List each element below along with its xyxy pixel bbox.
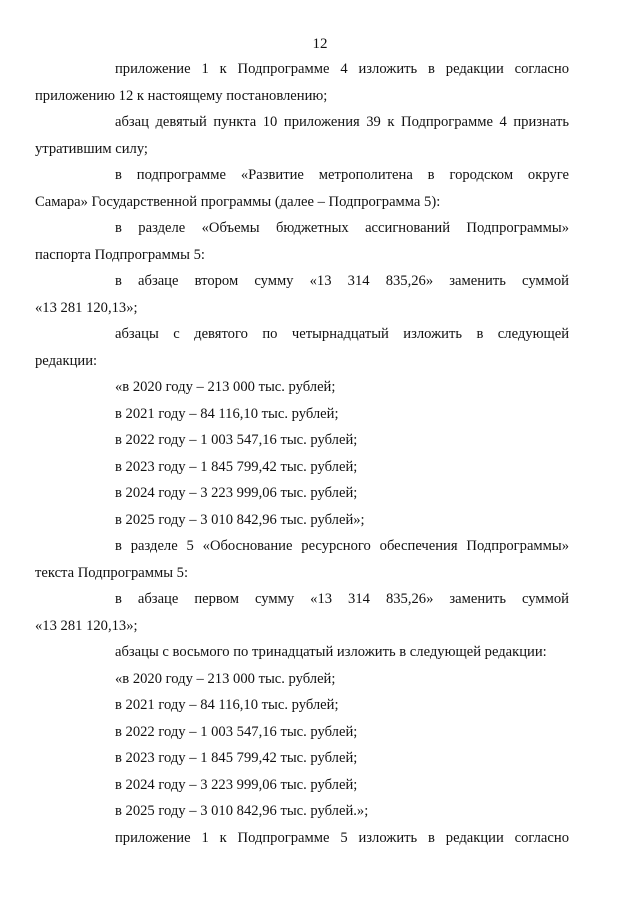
paragraph-line: в абзаце первом сумму «13 314 835,26» заменить суммой <box>115 591 569 607</box>
paragraph <box>75 374 569 401</box>
paragraph <box>75 719 569 746</box>
paragraph-line: в подпрограмме «Развитие метрополитена в городском округе <box>115 167 569 183</box>
paragraph-line: в разделе 5 «Обоснование ресурсного обеспечения Подпрограммы» <box>115 538 569 554</box>
paragraph-line: абзацы с восьмого по тринадцатый изложить в следующей редакции: <box>115 644 547 660</box>
paragraph <box>35 109 569 162</box>
paragraph <box>35 533 569 586</box>
paragraph <box>75 825 569 852</box>
paragraph-line: «13 281 120,13»; <box>35 617 138 634</box>
paragraph-line: приложению 12 к настоящему постановлению; <box>35 87 328 104</box>
paragraph-line: приложение 1 к Подпрограмме 4 изложить в редакции согласно <box>115 61 569 77</box>
paragraph-line: в 2021 году – 84 116,10 тыс. рублей; <box>115 697 339 713</box>
paragraph-line: абзац девятый пункта 10 приложения 39 к Подпрограмме 4 признать <box>115 114 569 130</box>
paragraph-line: в 2023 году – 1 845 799,42 тыс. рублей; <box>115 458 358 475</box>
paragraph-line: приложение 1 к Подпрограмме 5 изложить в редакции согласно <box>115 829 569 846</box>
page-number: 12 <box>312 36 328 52</box>
paragraph-line: в 2025 году – 3 010 842,96 тыс. рублей»; <box>115 511 365 528</box>
paragraph-line: в 2021 году – 84 116,10 тыс. рублей; <box>115 405 339 422</box>
paragraph-line: редакции: <box>35 352 98 369</box>
paragraph-line: абзацы с девятого по четырнадцатый изложить в следующей <box>115 326 569 342</box>
paragraph <box>75 639 569 666</box>
paragraph-line: «в 2020 году – 213 000 тыс. рублей; <box>115 379 336 395</box>
paragraph <box>35 162 569 215</box>
paragraph <box>75 480 569 507</box>
paragraph-line: в абзаце втором сумму «13 314 835,26» заменить суммой <box>115 273 569 289</box>
paragraph <box>35 321 569 374</box>
paragraph <box>75 507 569 534</box>
paragraph <box>35 586 569 639</box>
paragraph-line: Самара» Государственной программы (далее – Подпрограмма 5): <box>35 193 441 210</box>
paragraph-line: в 2023 году – 1 845 799,42 тыс. рублей; <box>115 750 358 766</box>
paragraph-line: в 2022 году – 1 003 547,16 тыс. рублей; <box>115 723 358 740</box>
paragraph-line: в 2022 году – 1 003 547,16 тыс. рублей; <box>115 432 358 448</box>
paragraph <box>75 427 569 454</box>
paragraph-line: утратившим силу; <box>35 140 148 157</box>
paragraph-line: «в 2020 году – 213 000 тыс. рублей; <box>115 670 336 687</box>
paragraph <box>75 666 569 693</box>
paragraph-line: в 2024 году – 3 223 999,06 тыс. рублей; <box>115 776 358 793</box>
paragraph-line: паспорта Подпрограммы 5: <box>35 246 205 263</box>
paragraph-line: текста Подпрограммы 5: <box>35 564 189 581</box>
paragraph <box>75 692 569 719</box>
paragraph <box>75 798 569 825</box>
paragraph <box>35 56 569 109</box>
paragraph <box>75 401 569 428</box>
paragraph <box>75 745 569 772</box>
paragraph <box>75 772 569 799</box>
paragraph-line: «13 281 120,13»; <box>35 299 138 316</box>
paragraph <box>35 268 569 321</box>
paragraph <box>35 215 569 268</box>
paragraph-line: в разделе «Объемы бюджетных ассигнований Подпрограммы» <box>115 220 569 236</box>
paragraph <box>75 454 569 481</box>
paragraph-line: в 2024 году – 3 223 999,06 тыс. рублей; <box>115 485 358 501</box>
paragraph-line: в 2025 году – 3 010 842,96 тыс. рублей.»; <box>115 803 369 819</box>
document-body <box>35 56 569 851</box>
